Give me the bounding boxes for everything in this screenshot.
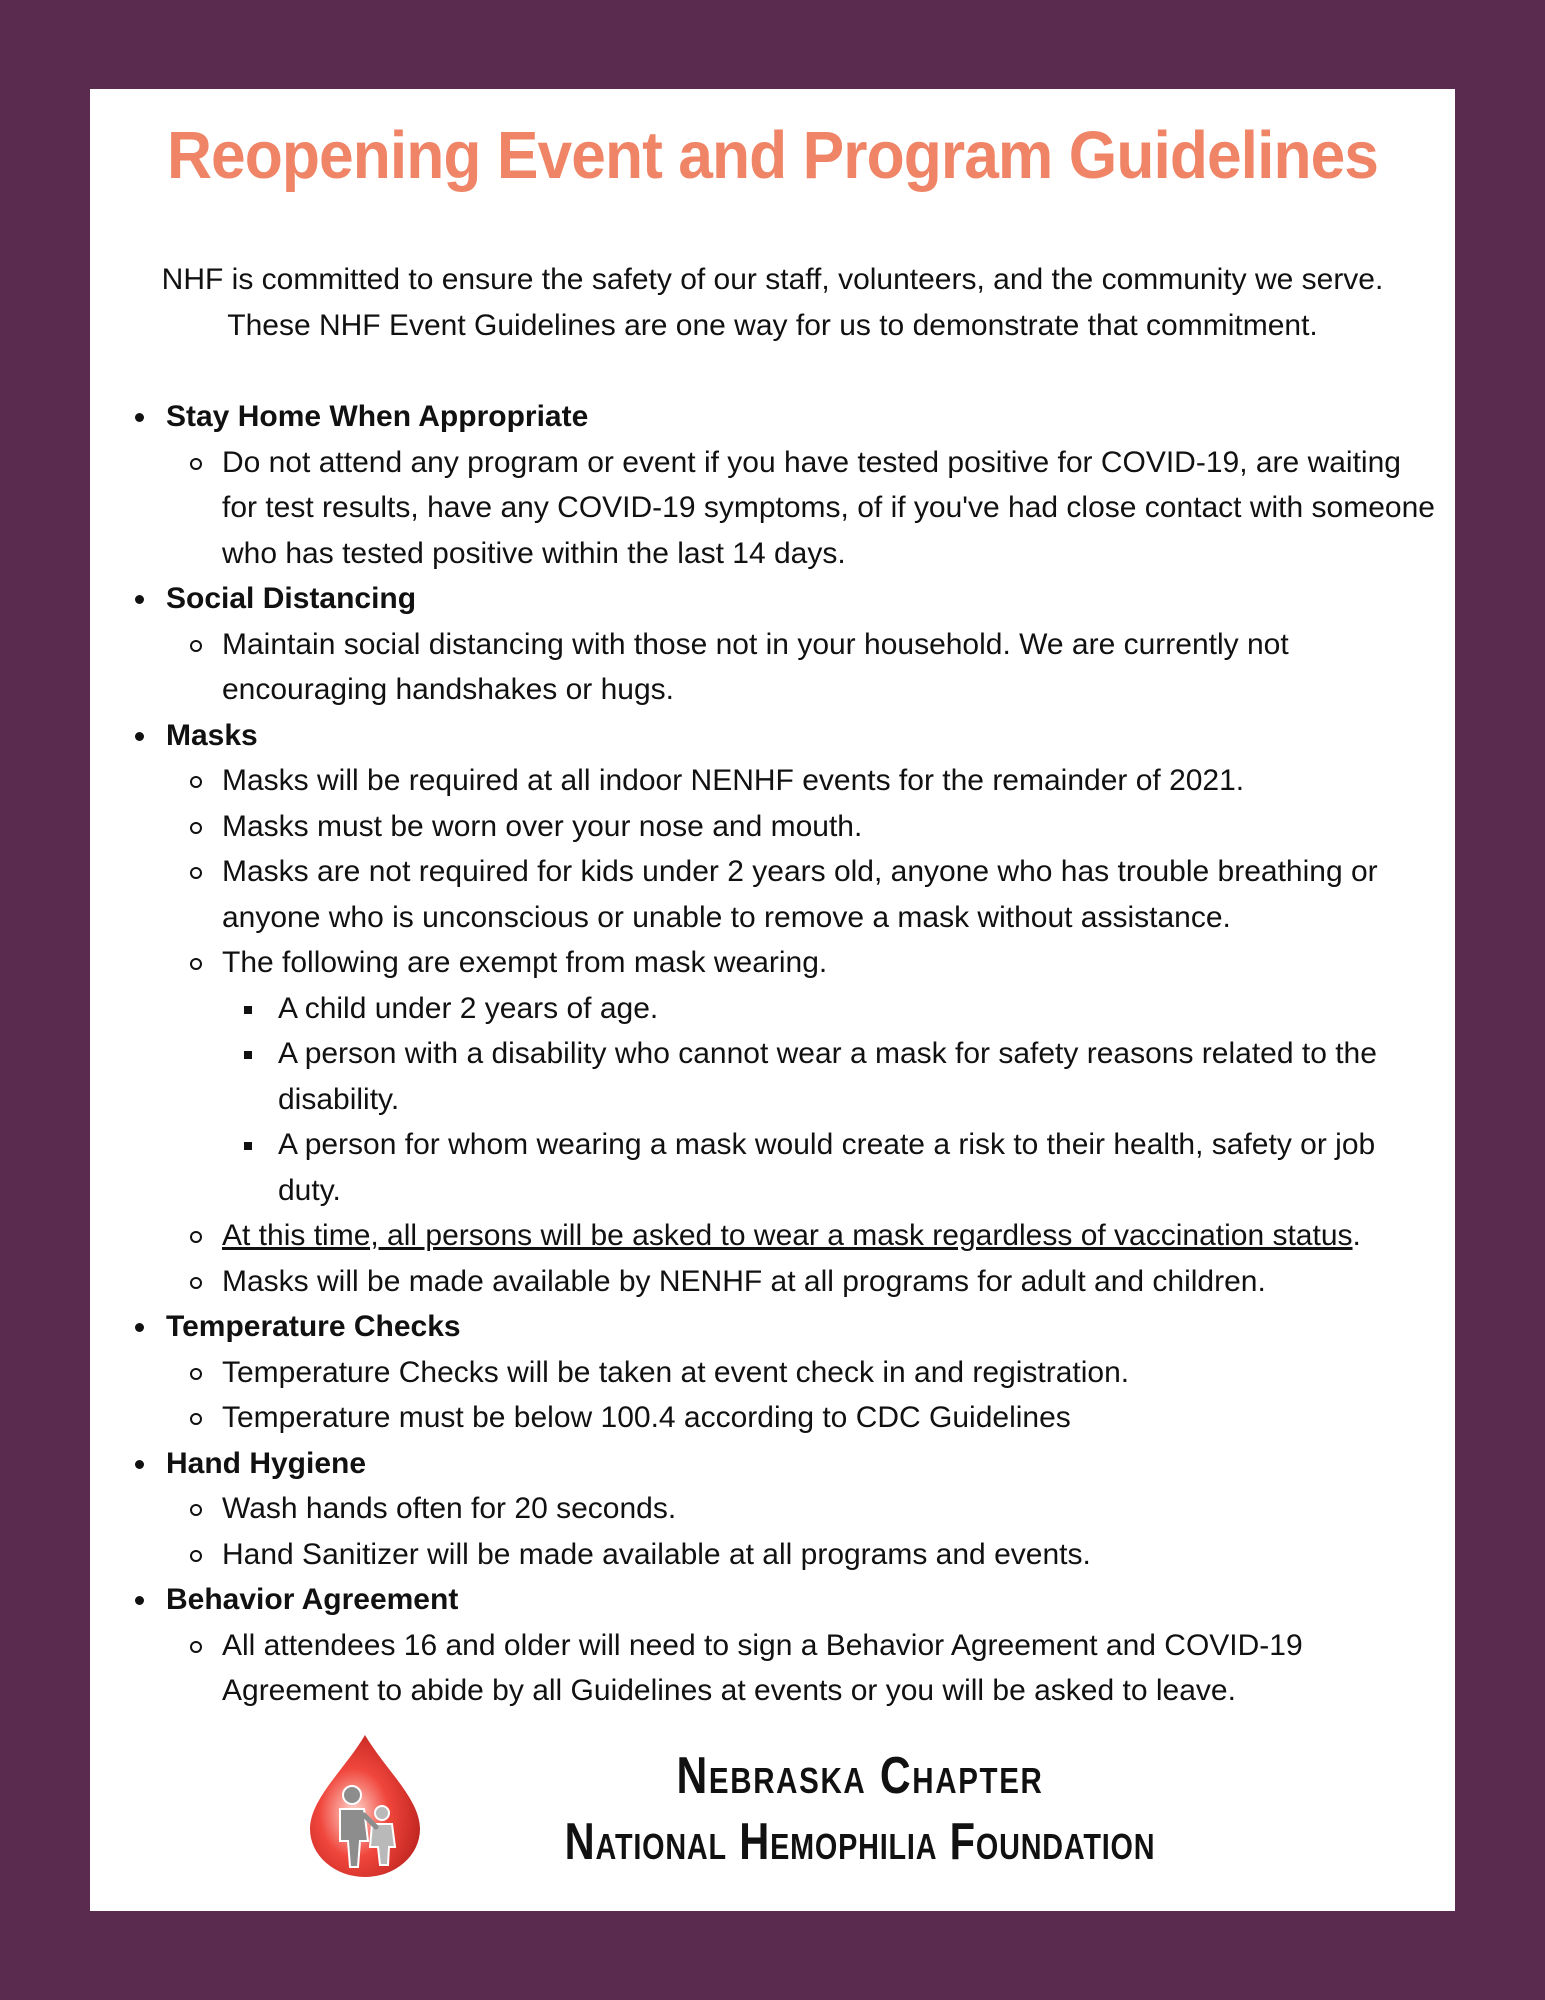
list-item-text: Do not attend any program or event if you have tested positive for COVID-19, are waiting for test results, have any COVID-19 symptoms, of if you've had close contact with someone who has tested positive within the last 14 days. — [222, 445, 1435, 570]
list-item-text: Hand Sanitizer will be made available at all programs and events. — [222, 1537, 1091, 1571]
list-item-text: The following are exempt from mask wearing. — [222, 946, 828, 979]
section-social-distancing — [110, 576, 1455, 713]
list-item — [110, 1486, 1455, 1532]
circle-bullet-icon — [190, 1368, 202, 1380]
disc-bullet-icon — [135, 595, 144, 604]
section-heading — [110, 576, 1455, 622]
list-item — [110, 440, 1455, 577]
section-heading — [110, 713, 1455, 759]
org-line-2: National Hemophilia Foundation — [564, 1813, 1156, 1871]
circle-bullet-icon — [190, 1413, 202, 1425]
guidelines-list — [110, 394, 1455, 1714]
org-line-1: Nebraska Chapter — [676, 1747, 1044, 1805]
organization-name — [470, 1743, 1250, 1875]
section-behavior-agreement — [110, 1577, 1455, 1714]
square-bullet-icon — [244, 1142, 252, 1150]
section-hand-hygiene — [110, 1441, 1455, 1578]
exempt-item — [110, 1122, 1455, 1213]
list-item — [110, 804, 1455, 850]
section-temperature-checks — [110, 1304, 1455, 1441]
exempt-item — [110, 986, 1455, 1032]
square-bullet-icon — [244, 1006, 252, 1014]
footer — [90, 1729, 1455, 1889]
list-item — [110, 1213, 1455, 1259]
guidelines-page — [90, 89, 1455, 1911]
list-item-text: Wash hands often for 20 seconds. — [222, 1492, 677, 1525]
disc-bullet-icon — [135, 732, 144, 741]
page-title: Reopening Event and Program Guidelines — [166, 118, 1379, 193]
circle-bullet-icon — [190, 1504, 202, 1516]
blood-drop-people-logo-icon — [300, 1729, 430, 1879]
list-item — [110, 758, 1455, 804]
list-item-text: Maintain social distancing with those not in your household. We are currently not encouraging handshakes or hugs. — [222, 627, 1289, 706]
intro-line-2: These NHF Event Guidelines are one way for us to demonstrate that commitment. — [227, 309, 1318, 342]
circle-bullet-icon — [190, 1550, 202, 1562]
list-item-text: Temperature must be below 100.4 according to CDC Guidelines — [222, 1401, 1071, 1434]
disc-bullet-icon — [135, 1460, 144, 1469]
section-heading — [110, 394, 1455, 440]
list-item-text: Masks must be worn over your nose and mouth. — [222, 809, 863, 843]
disc-bullet-icon — [135, 1596, 144, 1605]
circle-bullet-icon — [190, 867, 202, 879]
list-item — [110, 1259, 1455, 1305]
note-period: . — [1352, 1219, 1361, 1252]
section-stay-home — [110, 394, 1455, 576]
exempt-item-text: A person for whom wearing a mask would create a risk to their health, safety or job duty. — [278, 1128, 1376, 1207]
circle-bullet-icon — [190, 822, 202, 834]
section-masks — [110, 713, 1455, 1305]
list-item-text: Masks will be required at all indoor NENHF events for the remainder of 2021. — [222, 764, 1245, 797]
section-heading-text: Social Distancing — [166, 582, 417, 615]
section-heading — [110, 1577, 1455, 1623]
section-heading-text: Masks — [166, 718, 258, 752]
list-item — [110, 1350, 1455, 1396]
circle-bullet-icon — [190, 1641, 202, 1653]
list-item — [110, 1623, 1455, 1714]
section-heading-text: Stay Home When Appropriate — [166, 400, 589, 433]
exempt-item-text: A child under 2 years of age. — [278, 991, 659, 1025]
list-item — [110, 622, 1455, 713]
list-item — [110, 849, 1455, 940]
circle-bullet-icon — [190, 958, 202, 970]
list-item — [110, 940, 1455, 986]
circle-bullet-icon — [190, 1231, 202, 1243]
list-item-text: Temperature Checks will be taken at event check in and registration. — [222, 1355, 1130, 1389]
section-heading — [110, 1304, 1455, 1350]
list-item-text: Masks will be made available by NENHF at all programs for adult and children. — [222, 1264, 1266, 1298]
disc-bullet-icon — [135, 413, 144, 422]
list-item — [110, 1532, 1455, 1578]
disc-bullet-icon — [135, 1323, 144, 1332]
list-item — [110, 1395, 1455, 1441]
exempt-item-text: A person with a disability who cannot wear a mask for safety reasons related to the disability. — [278, 1037, 1377, 1116]
section-heading-text: Temperature Checks — [166, 1310, 461, 1343]
square-bullet-icon — [244, 1051, 252, 1059]
intro-line-1: NHF is committed to ensure the safety of our staff, volunteers, and the community we serve. — [161, 263, 1384, 296]
exempt-item — [110, 1031, 1455, 1122]
intro-paragraph — [90, 257, 1455, 349]
circle-bullet-icon — [190, 1277, 202, 1289]
circle-bullet-icon — [190, 640, 202, 652]
circle-bullet-icon — [190, 458, 202, 470]
section-heading-text: Behavior Agreement — [166, 1583, 459, 1616]
section-heading — [110, 1441, 1455, 1487]
section-heading-text: Hand Hygiene — [166, 1446, 367, 1480]
circle-bullet-icon — [190, 776, 202, 788]
list-item-text: All attendees 16 and older will need to sign a Behavior Agreement and COVID-19 Agreement to abide by all Guidelines at events or you will be asked to leave. — [222, 1628, 1303, 1707]
vaccination-status-note: At this time, all persons will be asked to wear a mask regardless of vaccination status — [222, 1219, 1353, 1252]
list-item-text: Masks are not required for kids under 2 years old, anyone who has trouble breathing or anyone who is unconscious or unable to remove a mask without assistance. — [222, 855, 1378, 934]
